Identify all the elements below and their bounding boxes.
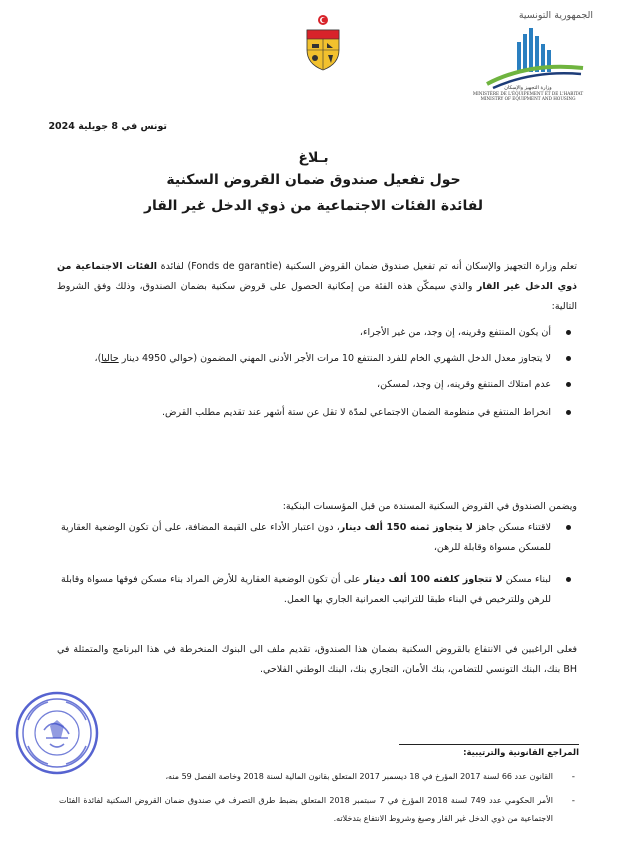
- reference-text: الأمر الحكومي عدد 749 لسنة 2018 المؤرخ في 7 سبتمبر 2018 المتعلق بضبط طرق التصرف في صندوق ضمان القروض السكنية لفائدة الفئات الاجتماعية من ذوي الدخل غير القار وصيغ وشروط الانتفاع بتدخلاته.: [59, 796, 554, 823]
- reference-item: [59, 768, 579, 786]
- condition-item: [61, 403, 577, 423]
- guarantees-list: [61, 518, 577, 610]
- logo-caption-en: MINISTRY OF EQUIPMENT AND HOUSING: [480, 96, 576, 101]
- republic-label: الجمهورية التونسية: [518, 10, 593, 21]
- coat-of-arms-icon: [303, 14, 343, 72]
- notice-subject: حول تفعيل صندوق ضمان القروض السكنية: [166, 172, 461, 188]
- guarantee-text-after: ، دون اعتبار الأداء على القيمة المضافة، على أن تكون الوضعية العقارية للمسكن مسواة وقابلة للرهن،: [61, 522, 551, 553]
- condition-item: [61, 375, 577, 395]
- reference-text: القانون عدد 66 لسنة 2017 المؤرخ في 18 ديسمبر 2017 المتعلق بقانون المالية لسنة 2018 وخاصة الفصل 59 منه،: [165, 772, 553, 781]
- intro-bold: الفئات الاجتماعية من ذوي الدخل غير القار: [57, 261, 577, 292]
- intro-part2: والذي سيمكّن هذه الفئة من إمكانية الحصول على قروض سكنية بضمان الصندوق، وذلك وفق الشروط التالية:: [57, 281, 577, 312]
- condition-text: لا يتجاوز معدل الدخل الشهري الخام للفرد المنتفع 10 مرات الأجر الأدنى المهني المضمون (حوالي 4950 دينار: [118, 353, 551, 364]
- notice-title: بـلاغ: [298, 150, 329, 166]
- guarantee-text-after: على أن تكون الوضعية العقارية للأرض المراد بناء مسكن فوقها مسواة وقابلة للرهن وللترخيص في البناء طبقا للتراتيب العمرانية الجاري بها العمل.: [61, 574, 551, 605]
- condition-underlined: حاليا: [101, 353, 119, 364]
- date-line: تونس في 8 جويلية 2024: [48, 121, 167, 132]
- bullet-icon: [566, 577, 571, 582]
- condition-text: انخراط المنتفع في منظومة الضمان الاجتماعي لمدّة لا تقل عن ستة أشهر عند تقديم مطلب القرض.: [161, 407, 551, 418]
- official-stamp-icon: [14, 690, 100, 776]
- condition-text-after: )،: [94, 353, 102, 364]
- notice-beneficiaries: لفائدة الفئات الاجتماعية من ذوي الدخل غير القار: [143, 198, 484, 214]
- reference-item: [59, 792, 579, 828]
- intro-part1: تعلم وزارة التجهيز والإسكان أنه تم تفعيل صندوق ضمان القروض السكنية (Fonds de garantie) لفائدة: [157, 261, 577, 272]
- ministry-logo-caption: [459, 86, 597, 101]
- condition-text: أن يكون المنتفع وقرينه، إن وجد، من غير الأجراء،: [359, 327, 551, 338]
- references-list: [59, 768, 579, 828]
- condition-item: [61, 323, 577, 343]
- bullet-icon: [566, 410, 571, 415]
- bullet-icon: [566, 382, 571, 387]
- references-title: المراجع القانونية والترتيبية:: [463, 748, 579, 758]
- bullet-icon: [566, 330, 571, 335]
- conditions-list: [61, 323, 577, 423]
- guarantee-text: لبناء مسكن: [502, 574, 552, 585]
- condition-item: [61, 349, 577, 369]
- logo-caption-fr: MINISTÈRE DE L'ÉQUIPEMENT ET DE L'HABITAT: [472, 91, 584, 96]
- bullet-icon: [566, 525, 571, 530]
- guarantee-intro: ويضمن الصندوق في القروض السكنية المسندة من قبل المؤسسات البنكية:: [282, 501, 577, 512]
- references-divider: [399, 744, 579, 745]
- closing-paragraph: فعلى الراغبين في الانتفاع بالقروض السكنية بضمان هذا الصندوق، تقديم ملف الى البنوك المنخرطة في هذا البرنامج والمتمثلة في BH بنك، البنك التونسي للتضامن، بنك الأمان، التجاري بنك، البنك الوطني الفلاحي.: [57, 644, 577, 675]
- intro-paragraph: [57, 257, 577, 317]
- guarantee-item: [61, 570, 577, 610]
- guarantee-item: [61, 518, 577, 558]
- dash-icon: -: [571, 796, 575, 806]
- condition-text: عدم امتلاك المنتفع وقرينه، إن وجد، لمسكن،: [377, 379, 551, 390]
- bullet-icon: [566, 356, 571, 361]
- logo-caption-ar: وزارة التجهيز والإسكان: [504, 85, 552, 91]
- guarantee-text: لاقتناء مسكن جاهز: [472, 522, 551, 533]
- dash-icon: -: [571, 772, 575, 782]
- guarantee-bold: لا يتجاوز ثمنه 150 ألف دينار: [339, 522, 473, 533]
- guarantee-bold: لا تتجاوز كلفته 100 ألف دينار: [363, 574, 503, 585]
